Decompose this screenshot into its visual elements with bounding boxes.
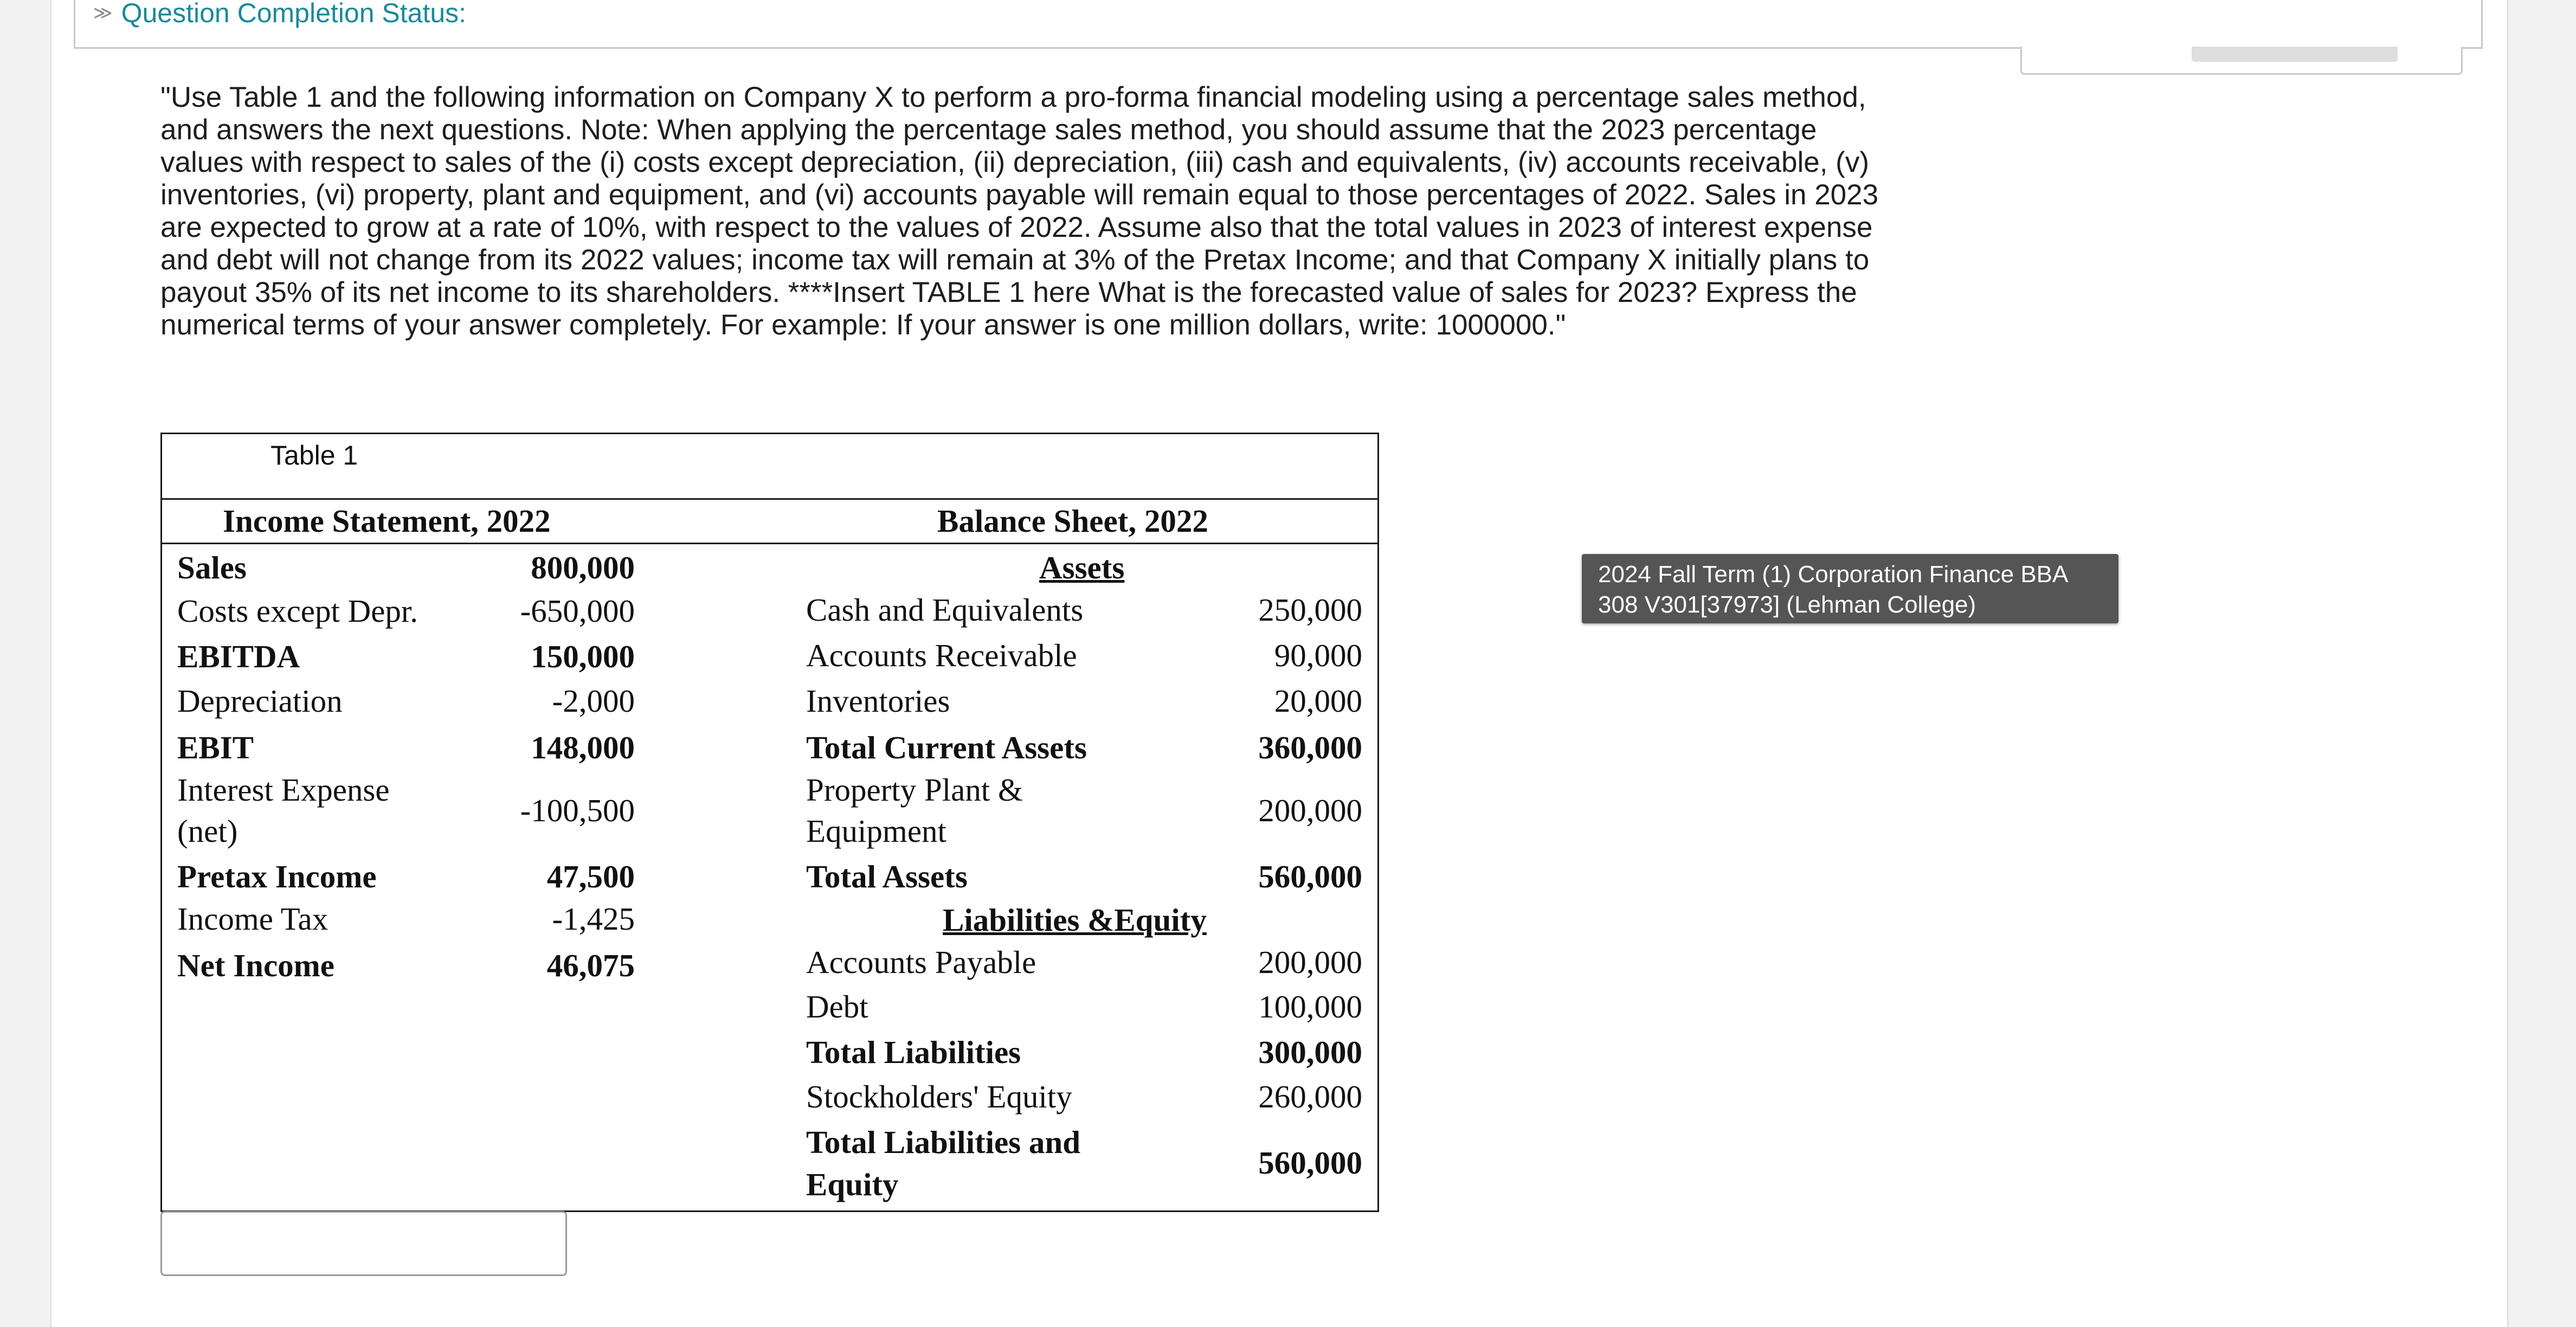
liab-label-tle-cont: Equity — [806, 1167, 899, 1202]
balance-label-ta: Total Assets — [806, 859, 968, 894]
liab-label-tle: Total Liabilities and — [806, 1124, 1081, 1160]
liab-label-tl: Total Liabilities — [806, 1034, 1021, 1070]
balance-label-ar: Accounts Receivable — [806, 637, 1077, 673]
liab-label-ap: Accounts Payable — [806, 944, 1036, 980]
question-status-toggle[interactable] — [93, 0, 466, 26]
liabilities-equity-heading: Liabilities &Equity — [943, 902, 1207, 938]
balance-label-tca: Total Current Assets — [806, 730, 1087, 765]
income-label-depreciation: Depreciation — [177, 683, 343, 719]
balance-value-ta: 560,000 — [1258, 859, 1362, 894]
balance-label-cash: Cash and Equivalents — [806, 592, 1084, 628]
question-text: "Use Table 1 and the following information on Company X to perform a pro-forma financial modeling using a percentage sales method, and answers the next questions. Note: When applying the percentage sales method, you should assume that the 2023 percentage values with respect to sales of the (i) costs except depreciation, (ii) depreciation, (iii) cash and equivalents, (iv) accounts receivable, (v) inventories, (vi) property, plant and equipment, and (vi) accounts payable will remain equal to those percentages of 2022. Sales in 2023 are expected to grow at a rate of 10%, with respect to the values of 2022. Assume also that the total values in 2023 of interest expense and debt will not change from its 2022 values; income tax will remain at 3% of the Pretax Income; and that Company X initially plans to payout 35% of its net income to its shareholders. ****Insert TABLE 1 here What is the forecasted value of sales for 2023? Express the numerical terms of your answer completely. For example: If your answer is one million dollars, write: 1000000." — [160, 81, 1879, 341]
balance-value-tca: 360,000 — [1258, 730, 1362, 765]
income-value-ebit: 148,000 — [531, 730, 635, 765]
double-chevron-down-icon: ≫ — [93, 3, 113, 23]
course-tooltip — [1582, 554, 2118, 623]
income-value-net: 46,075 — [546, 948, 635, 983]
income-label-interest-cont: (net) — [177, 813, 238, 849]
income-label-pretax: Pretax Income — [177, 859, 377, 894]
balance-value-inventories: 20,000 — [1274, 683, 1362, 719]
balance-value-ppe: 200,000 — [1258, 793, 1362, 828]
income-label-sales: Sales — [177, 550, 247, 585]
liab-value-tle: 560,000 — [1258, 1145, 1362, 1181]
question-status-label: Question Completion Status: — [121, 0, 467, 28]
financial-table — [160, 433, 1379, 1212]
income-value-ebitda: 150,000 — [531, 639, 635, 674]
income-label-ebit: EBIT — [177, 730, 254, 765]
balance-value-ar: 90,000 — [1274, 637, 1362, 673]
income-label-interest: Interest Expense — [177, 772, 390, 808]
tab-stub-inner — [2192, 47, 2398, 62]
balance-label-inventories: Inventories — [806, 683, 950, 719]
course-tooltip-line2: 308 V301[37973] (Lehman College) — [1598, 591, 1976, 618]
answer-input[interactable] — [160, 1211, 567, 1276]
income-label-net: Net Income — [177, 948, 334, 983]
income-label-tax: Income Tax — [177, 901, 329, 937]
liab-value-tl: 300,000 — [1258, 1034, 1362, 1070]
liab-value-ap: 200,000 — [1258, 944, 1362, 980]
table-caption: Table 1 — [271, 440, 358, 471]
balance-label-ppe: Property Plant & — [806, 772, 1023, 808]
income-value-sales: 800,000 — [531, 550, 635, 585]
balance-label-ppe-cont: Equipment — [806, 813, 946, 849]
liab-label-debt: Debt — [806, 989, 868, 1025]
balance-sheet-title: Balance Sheet, 2022 — [937, 503, 1208, 539]
liab-value-debt: 100,000 — [1258, 989, 1362, 1025]
liab-value-equity: 260,000 — [1258, 1079, 1362, 1115]
income-value-interest: -100,500 — [520, 793, 635, 828]
course-tooltip-line1: 2024 Fall Term (1) Corporation Finance BBA — [1598, 561, 2069, 588]
income-label-ebitda: EBITDA — [177, 639, 300, 674]
income-value-tax: -1,425 — [552, 901, 635, 937]
balance-value-cash: 250,000 — [1258, 592, 1362, 628]
income-value-costs: -650,000 — [520, 593, 635, 629]
table-caption-rule — [162, 498, 1377, 500]
income-value-depreciation: -2,000 — [552, 683, 635, 719]
liab-label-equity: Stockholders' Equity — [806, 1079, 1072, 1115]
income-statement-title: Income Statement, 2022 — [223, 503, 551, 539]
assets-heading: Assets — [1039, 550, 1125, 585]
table-header-rule — [162, 543, 1377, 544]
income-label-costs: Costs except Depr. — [177, 593, 418, 629]
income-value-pretax: 47,500 — [546, 859, 635, 894]
